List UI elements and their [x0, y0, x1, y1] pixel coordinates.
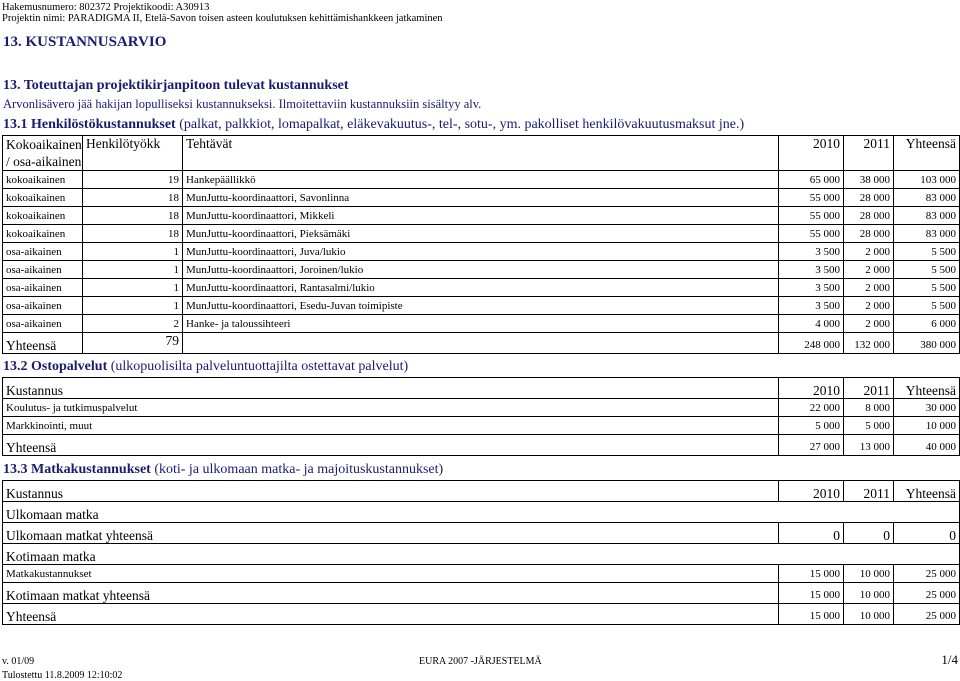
- section-133-heading-bold: 13.3 Matkakustannukset: [3, 462, 151, 477]
- row-hours: 1: [83, 261, 183, 279]
- row-hours: 2: [83, 315, 183, 333]
- personnel-row: [3, 189, 960, 207]
- row-2010: 3 500: [779, 261, 844, 279]
- row-2011: 2 000: [844, 243, 894, 261]
- services-total-2010: 27 000: [779, 435, 844, 456]
- domestic-total-label: Kotimaan matkat yhteensä: [3, 583, 779, 604]
- total-sum: 380 000: [894, 333, 960, 354]
- personnel-row: [3, 297, 960, 315]
- row-task: MunJuttu-koordinaattori, Esedu-Juvan toimipiste: [183, 297, 779, 315]
- services-header-2010: 2010: [779, 378, 844, 399]
- row-2011: 2 000: [844, 279, 894, 297]
- services-row-2010: 5 000: [779, 417, 844, 435]
- footer-version: v. 01/09: [2, 656, 35, 667]
- travel-header-2011: 2011: [844, 481, 894, 502]
- domestic-total-sum: 25 000: [894, 583, 960, 604]
- row-total: 83 000: [894, 189, 960, 207]
- personnel-total-row: [3, 333, 960, 354]
- services-total-2011: 13 000: [844, 435, 894, 456]
- section-131-heading-rest: (palkat, palkkiot, lomapalkat, eläkevakuutus-, tel-, sotu-, ym. pakolliset henkilövakuutusmaksut jne.): [175, 117, 745, 132]
- personnel-row: [3, 261, 960, 279]
- row-type: kokoaikainen: [3, 207, 83, 225]
- footer-printed: Tulostettu 11.8.2009 12:10:02: [2, 670, 123, 681]
- row-2011: 2 000: [844, 315, 894, 333]
- row-type: kokoaikainen: [3, 225, 83, 243]
- row-type: kokoaikainen: [3, 171, 83, 189]
- row-total: 5 500: [894, 261, 960, 279]
- services-header-label: Kustannus: [3, 378, 779, 399]
- foreign-total-label: Ulkomaan matkat yhteensä: [3, 523, 779, 544]
- row-total: 103 000: [894, 171, 960, 189]
- services-row-2010: 22 000: [779, 399, 844, 417]
- project-name: Projektin nimi: PARADIGMA II, Etelä-Savon toisen asteen koulutuksen kehittämishankkeen jatkaminen: [2, 13, 443, 24]
- services-header-row: [3, 378, 960, 399]
- row-hours: 1: [83, 297, 183, 315]
- row-task: Hanke- ja taloussihteeri: [183, 315, 779, 333]
- total-2010: 248 000: [779, 333, 844, 354]
- domestic-row-label: Matkakustannukset: [3, 565, 779, 583]
- row-task: MunJuttu-koordinaattori, Rantasalmi/lukio: [183, 279, 779, 297]
- travel-total-sum: 25 000: [894, 604, 960, 625]
- foreign-total-2010: 0: [779, 523, 844, 544]
- row-hours: 18: [83, 225, 183, 243]
- travel-header-total: Yhteensä: [894, 481, 960, 502]
- section-131-heading-bold: 13.1 Henkilöstökustannukset: [3, 117, 176, 132]
- foreign-travel-label: Ulkomaan matka: [3, 502, 960, 523]
- row-total: 83 000: [894, 225, 960, 243]
- row-hours: 1: [83, 279, 183, 297]
- row-task: MunJuttu-koordinaattori, Mikkeli: [183, 207, 779, 225]
- travel-total-2010: 15 000: [779, 604, 844, 625]
- row-2010: 3 500: [779, 279, 844, 297]
- services-total-label: Yhteensä: [3, 435, 779, 456]
- section-132-heading-bold: 13.2 Ostopalvelut: [3, 359, 108, 374]
- domestic-row-2011: 10 000: [844, 565, 894, 583]
- personnel-row: [3, 315, 960, 333]
- services-row-2011: 8 000: [844, 399, 894, 417]
- footer-system: EURA 2007 -JÄRJESTELMÄ: [419, 656, 542, 667]
- row-hours: 18: [83, 207, 183, 225]
- services-row: [3, 399, 960, 417]
- row-2010: 4 000: [779, 315, 844, 333]
- travel-costs-table: [2, 480, 960, 625]
- services-total-row: [3, 435, 960, 456]
- header-tasks: Tehtävät: [183, 136, 779, 171]
- row-hours: 1: [83, 243, 183, 261]
- header-hours: Henkilötyökk: [83, 136, 183, 171]
- row-hours: 19: [83, 171, 183, 189]
- header-total: Yhteensä: [894, 136, 960, 171]
- row-total: 6 000: [894, 315, 960, 333]
- travel-total-row: [3, 604, 960, 625]
- personnel-header-row: [3, 136, 960, 171]
- domestic-total-2010: 15 000: [779, 583, 844, 604]
- header-2010: 2010: [779, 136, 844, 171]
- services-header-2011: 2011: [844, 378, 894, 399]
- section-131-heading: [3, 117, 744, 133]
- travel-header-2010: 2010: [779, 481, 844, 502]
- travel-header-row: [3, 481, 960, 502]
- personnel-row: [3, 207, 960, 225]
- total-label: Yhteensä: [3, 333, 83, 354]
- application-number: Hakemusnumero: 802372 Projektikoodi: A30913: [2, 2, 210, 13]
- row-task: MunJuttu-koordinaattori, Savonlinna: [183, 189, 779, 207]
- row-type: osa-aikainen: [3, 279, 83, 297]
- personnel-row: [3, 171, 960, 189]
- domestic-row-2010: 15 000: [779, 565, 844, 583]
- row-task: MunJuttu-koordinaattori, Pieksämäki: [183, 225, 779, 243]
- personnel-row: [3, 243, 960, 261]
- services-row-2011: 5 000: [844, 417, 894, 435]
- row-hours: 18: [83, 189, 183, 207]
- total-task-empty: [183, 333, 779, 354]
- row-type: kokoaikainen: [3, 189, 83, 207]
- row-task: MunJuttu-koordinaattori, Joroinen/lukio: [183, 261, 779, 279]
- row-2010: 55 000: [779, 207, 844, 225]
- section-133-heading: [3, 462, 443, 478]
- row-2011: 28 000: [844, 207, 894, 225]
- services-row-label: Koulutus- ja tutkimuspalvelut: [3, 399, 779, 417]
- domestic-travel-total-row: [3, 583, 960, 604]
- header-type-line1: Kokoaikainen: [6, 137, 82, 152]
- services-header-total: Yhteensä: [894, 378, 960, 399]
- services-total-sum: 40 000: [894, 435, 960, 456]
- total-2011: 132 000: [844, 333, 894, 354]
- row-total: 5 500: [894, 297, 960, 315]
- section-132-heading-rest: (ulkopuolisilta palveluntuottajilta ostettavat palvelut): [107, 359, 409, 374]
- section-132-heading: [3, 359, 408, 375]
- services-row-total: 30 000: [894, 399, 960, 417]
- row-type: osa-aikainen: [3, 315, 83, 333]
- total-hours: 79: [83, 333, 183, 354]
- domestic-travel-row: [3, 565, 960, 583]
- row-2010: 55 000: [779, 225, 844, 243]
- row-task: Hankepäällikkö: [183, 171, 779, 189]
- foreign-travel-total-row: [3, 523, 960, 544]
- row-2010: 3 500: [779, 297, 844, 315]
- row-type: osa-aikainen: [3, 243, 83, 261]
- domestic-row-total: 25 000: [894, 565, 960, 583]
- domestic-travel-section-row: [3, 544, 960, 565]
- page-title: 13. KUSTANNUSARVIO: [3, 34, 167, 50]
- row-2010: 65 000: [779, 171, 844, 189]
- row-2011: 28 000: [844, 225, 894, 243]
- purchased-services-table: [2, 377, 960, 456]
- footer-page-number: 1/4: [941, 652, 958, 667]
- travel-total-label: Yhteensä: [3, 604, 779, 625]
- foreign-total-sum: 0: [894, 523, 960, 544]
- row-2011: 28 000: [844, 189, 894, 207]
- header-2011: 2011: [844, 136, 894, 171]
- travel-total-2011: 10 000: [844, 604, 894, 625]
- row-total: 5 500: [894, 243, 960, 261]
- row-total: 83 000: [894, 207, 960, 225]
- row-2011: 2 000: [844, 261, 894, 279]
- row-type: osa-aikainen: [3, 261, 83, 279]
- personnel-row: [3, 279, 960, 297]
- services-row-label: Markkinointi, muut: [3, 417, 779, 435]
- domestic-travel-label: Kotimaan matka: [3, 544, 960, 565]
- row-2010: 3 500: [779, 243, 844, 261]
- section-13-heading: 13. Toteuttajan projektikirjanpitoon tulevat kustannukset: [3, 78, 349, 93]
- domestic-total-2011: 10 000: [844, 583, 894, 604]
- header-type: [3, 136, 83, 171]
- foreign-travel-section-row: [3, 502, 960, 523]
- row-total: 5 500: [894, 279, 960, 297]
- services-row-total: 10 000: [894, 417, 960, 435]
- row-2010: 55 000: [779, 189, 844, 207]
- row-type: osa-aikainen: [3, 297, 83, 315]
- travel-header-label: Kustannus: [3, 481, 779, 502]
- vat-note: Arvonlisävero jää hakijan lopulliseksi kustannukseksi. Ilmoitettaviin kustannuksiin sisältyy alv.: [3, 97, 482, 111]
- section-133-heading-rest: (koti- ja ulkomaan matka- ja majoituskustannukset): [150, 462, 444, 477]
- services-row: [3, 417, 960, 435]
- row-2011: 2 000: [844, 297, 894, 315]
- personnel-costs-table: [2, 135, 960, 354]
- foreign-total-2011: 0: [844, 523, 894, 544]
- row-2011: 38 000: [844, 171, 894, 189]
- header-type-line2: / osa-aikainen: [6, 154, 82, 169]
- row-task: MunJuttu-koordinaattori, Juva/lukio: [183, 243, 779, 261]
- personnel-row: [3, 225, 960, 243]
